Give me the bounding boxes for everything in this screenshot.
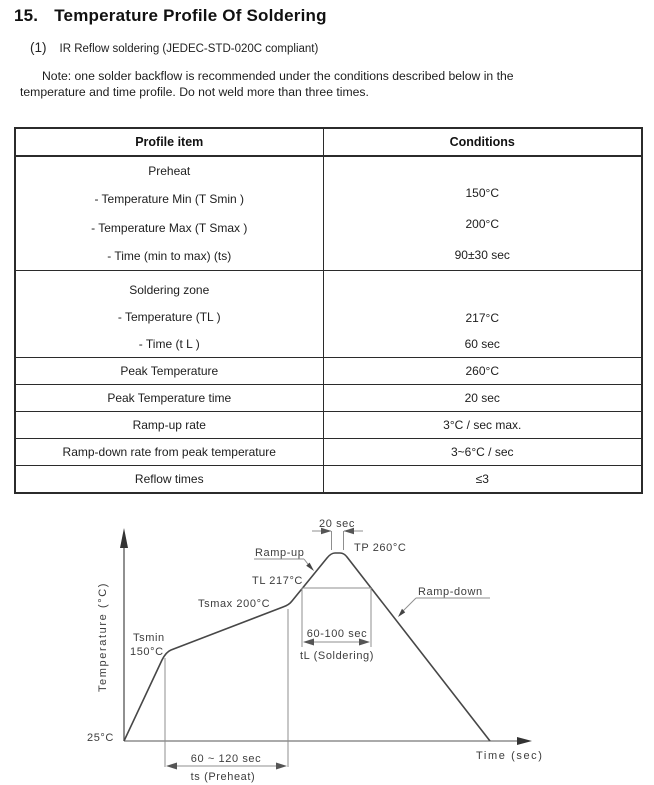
label-preheat-time: 60 ~ 120 sec <box>190 753 262 765</box>
table-row-preheat <box>15 156 642 271</box>
cell-value: 217°C <box>465 311 499 325</box>
note-paragraph <box>20 68 642 100</box>
y-axis-arrow-icon <box>120 528 128 548</box>
cell-value: 20 sec <box>323 385 642 412</box>
cell-line: Ramp-up rate <box>15 412 323 439</box>
column-header-conditions: Conditions <box>323 128 642 156</box>
x-axis-arrow-icon <box>517 737 532 745</box>
cell-value: 3~6°C / sec <box>323 439 642 466</box>
cell-value: 150°C <box>465 185 499 200</box>
dim-arrow-right-icon <box>276 763 287 770</box>
y-axis-title: Temperature (°C) <box>97 581 109 693</box>
label-ramp-up: Ramp-up <box>255 547 305 559</box>
column-header-profile-item: Profile item <box>15 128 323 156</box>
section-title-text: Temperature Profile Of Soldering <box>54 6 327 25</box>
note-line-1: Note: one solder backflow is recommended under the conditions described below in the <box>42 69 514 83</box>
label-peak-temp: TP 260°C <box>354 542 407 554</box>
list-item-heading <box>30 40 318 55</box>
table-row-peak-temperature-time <box>15 385 642 412</box>
preheat-item-cell <box>16 157 323 270</box>
cell-line: - Time (t L ) <box>138 336 200 351</box>
table-row-ramp-down-rate <box>15 439 642 466</box>
label-liquidus: TL 217°C <box>252 575 303 587</box>
label-peak-width: 20 sec <box>318 518 356 530</box>
cell-value: 60 sec <box>464 337 500 351</box>
table-row-reflow-times <box>15 466 642 494</box>
label-tsmax: Tsmax 200°C <box>198 598 271 610</box>
ramp-up-callout <box>254 559 314 571</box>
cell-value: 200°C <box>465 216 499 231</box>
label-soldering: tL (Soldering) <box>300 650 375 662</box>
cell-line: - Temperature (TL ) <box>117 309 221 324</box>
ramp-down-callout <box>398 598 490 617</box>
table-row-ramp-up-rate <box>15 412 642 439</box>
cell-line: Preheat <box>148 164 191 179</box>
label-soldering-time: 60-100 sec <box>306 628 368 640</box>
cell-value: 3°C / sec max. <box>323 412 642 439</box>
preheat-dimension <box>165 609 288 767</box>
section-number: 15. <box>14 6 39 25</box>
table-header-row <box>15 128 642 156</box>
label-ambient-temp: 25°C <box>87 732 114 744</box>
soldering-conditions-cell <box>324 271 642 357</box>
cell-line: Peak Temperature time <box>15 385 323 412</box>
note-line-2: temperature and time profile. Do not weld more than three times. <box>20 85 369 99</box>
cell-line: Soldering zone <box>129 283 210 298</box>
cell-line: - Time (min to max) (ts) <box>107 248 232 263</box>
item-number: (1) <box>30 40 47 55</box>
soldering-item-cell <box>16 271 323 357</box>
cell-line: Peak Temperature <box>15 358 323 385</box>
cell-line: - Temperature Min (T Smin ) <box>94 192 245 207</box>
cell-value: 90±30 sec <box>454 247 510 262</box>
cell-line: Reflow times <box>15 466 323 494</box>
cell-value: ≤3 <box>323 466 642 494</box>
reflow-profile-diagram <box>0 500 654 785</box>
x-axis-title: Time (sec) <box>476 750 544 762</box>
label-preheat: ts (Preheat) <box>190 771 256 783</box>
label-tsmin-value: 150°C <box>130 646 164 658</box>
table-row-soldering-zone <box>15 271 642 358</box>
table-row-peak-temperature <box>15 358 642 385</box>
item-label: IR Reflow soldering (JEDEC-STD-020C compliant) <box>59 43 319 55</box>
preheat-conditions-cell <box>324 157 642 270</box>
y-axis <box>120 528 128 741</box>
cell-line: - Temperature Max (T Smax ) <box>91 220 248 235</box>
x-axis <box>124 737 532 745</box>
cell-line: Ramp-down rate from peak temperature <box>15 439 323 466</box>
page-title <box>14 6 327 26</box>
cell-value: 260°C <box>323 358 642 385</box>
label-ramp-down: Ramp-down <box>418 586 483 598</box>
dim-arrow-left-icon <box>166 763 177 770</box>
temperature-curve <box>124 553 490 741</box>
label-tsmin-name: Tsmin <box>133 632 165 644</box>
solder-profile-table <box>14 127 643 494</box>
